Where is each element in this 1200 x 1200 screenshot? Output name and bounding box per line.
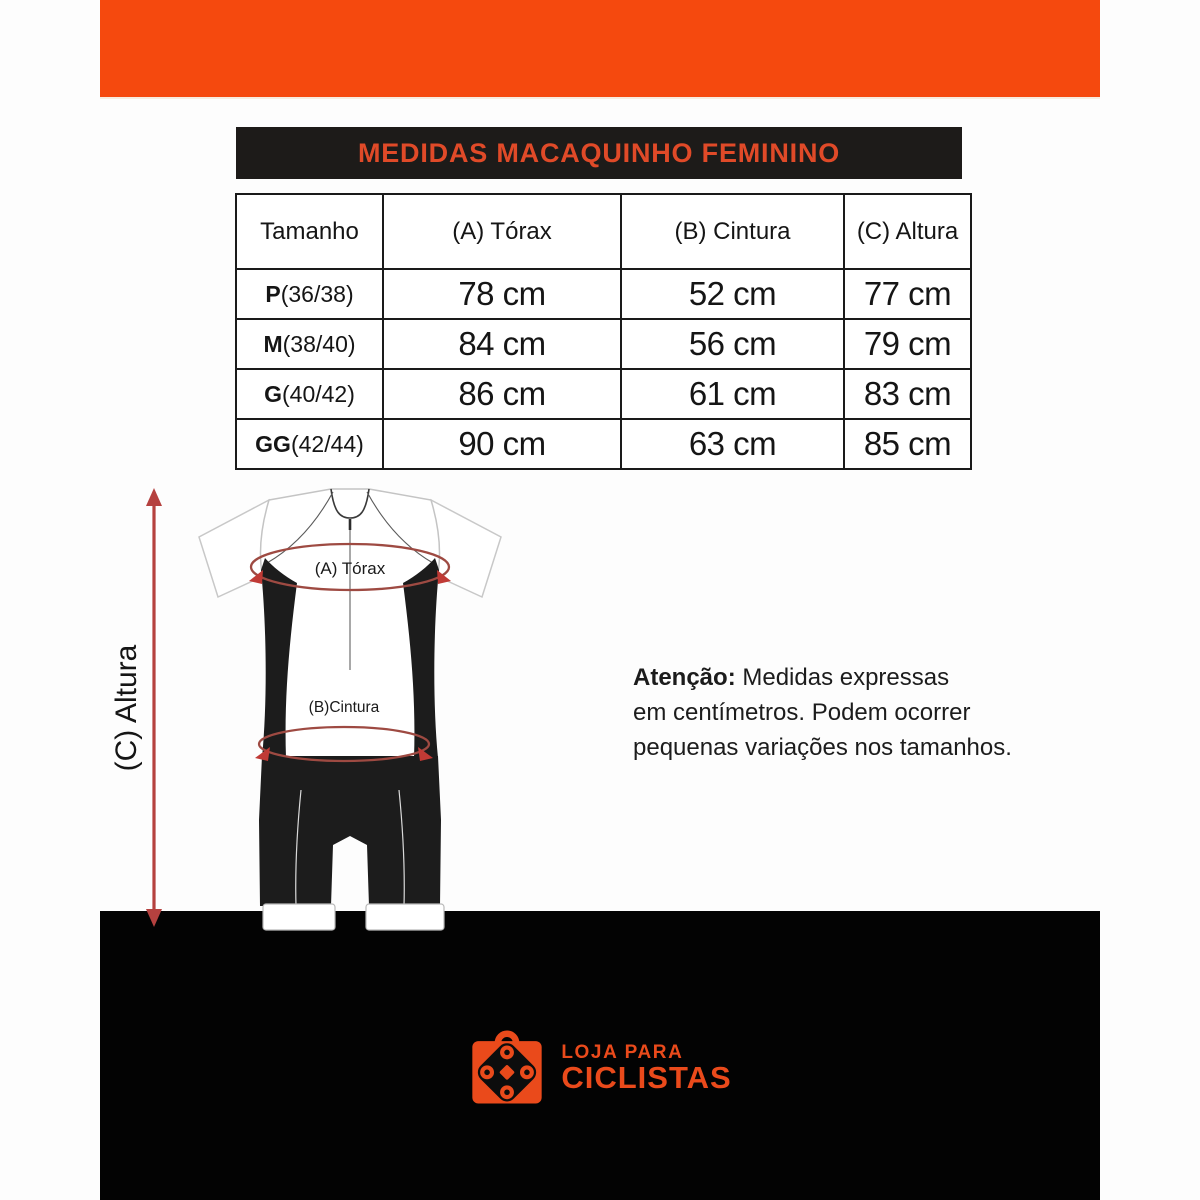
footer-black-band xyxy=(100,911,1100,1200)
table-header-row xyxy=(236,194,971,269)
suit-measurement-diagram xyxy=(100,478,540,940)
title-bar xyxy=(236,127,962,179)
cell-size: G(40/42) xyxy=(236,369,383,419)
table-row xyxy=(236,419,971,469)
brand-line1: LOJA PARA xyxy=(561,1042,684,1063)
cell-cintura: 61 cm xyxy=(621,369,844,419)
cell-cintura: 56 cm xyxy=(621,319,844,369)
attention-note: Atenção: Medidas expressas em centímetros. Podem ocorrer pequenas variações nos tamanhos. xyxy=(633,664,1012,761)
cell-torax: 84 cm xyxy=(383,319,621,369)
size-table xyxy=(235,193,972,470)
header-torax: (A) Tórax xyxy=(383,194,621,269)
altura-arrowhead-bottom xyxy=(146,909,162,927)
header-altura: (C) Altura xyxy=(844,194,971,269)
page-title: MEDIDAS MACAQUINHO FEMININO xyxy=(357,137,841,168)
cell-altura: 79 cm xyxy=(844,319,971,369)
cuff-right xyxy=(366,904,444,930)
header-tamanho: Tamanho xyxy=(236,194,383,269)
shopping-bag-icon xyxy=(468,1028,546,1108)
altura-label: (C) Altura xyxy=(110,644,143,772)
attention-label: Atenção: xyxy=(633,664,736,691)
torax-label: (A) Tórax xyxy=(314,559,386,578)
table-row xyxy=(236,369,971,419)
cell-altura: 85 cm xyxy=(844,419,971,469)
cuff-left xyxy=(263,904,335,930)
cell-altura: 77 cm xyxy=(844,269,971,319)
cell-cintura: 63 cm xyxy=(621,419,844,469)
cell-size: GG(42/44) xyxy=(236,419,383,469)
cell-cintura: 52 cm xyxy=(621,269,844,319)
cell-size: M(38/40) xyxy=(236,319,383,369)
table-row xyxy=(236,319,971,369)
brand-line2: CICLISTAS xyxy=(561,1060,732,1095)
brand-text xyxy=(561,1043,731,1093)
cell-altura: 83 cm xyxy=(844,369,971,419)
table-row xyxy=(236,269,971,319)
shorts xyxy=(259,756,441,906)
header-cintura: (B) Cintura xyxy=(621,194,844,269)
altura-arrowhead-top xyxy=(146,488,162,506)
cell-torax: 86 cm xyxy=(383,369,621,419)
cell-torax: 78 cm xyxy=(383,269,621,319)
brand-logo xyxy=(100,1028,1100,1108)
cintura-label: (B)Cintura xyxy=(308,699,380,716)
cell-size: P(36/38) xyxy=(236,269,383,319)
cell-torax: 90 cm xyxy=(383,419,621,469)
top-orange-band xyxy=(100,0,1100,99)
